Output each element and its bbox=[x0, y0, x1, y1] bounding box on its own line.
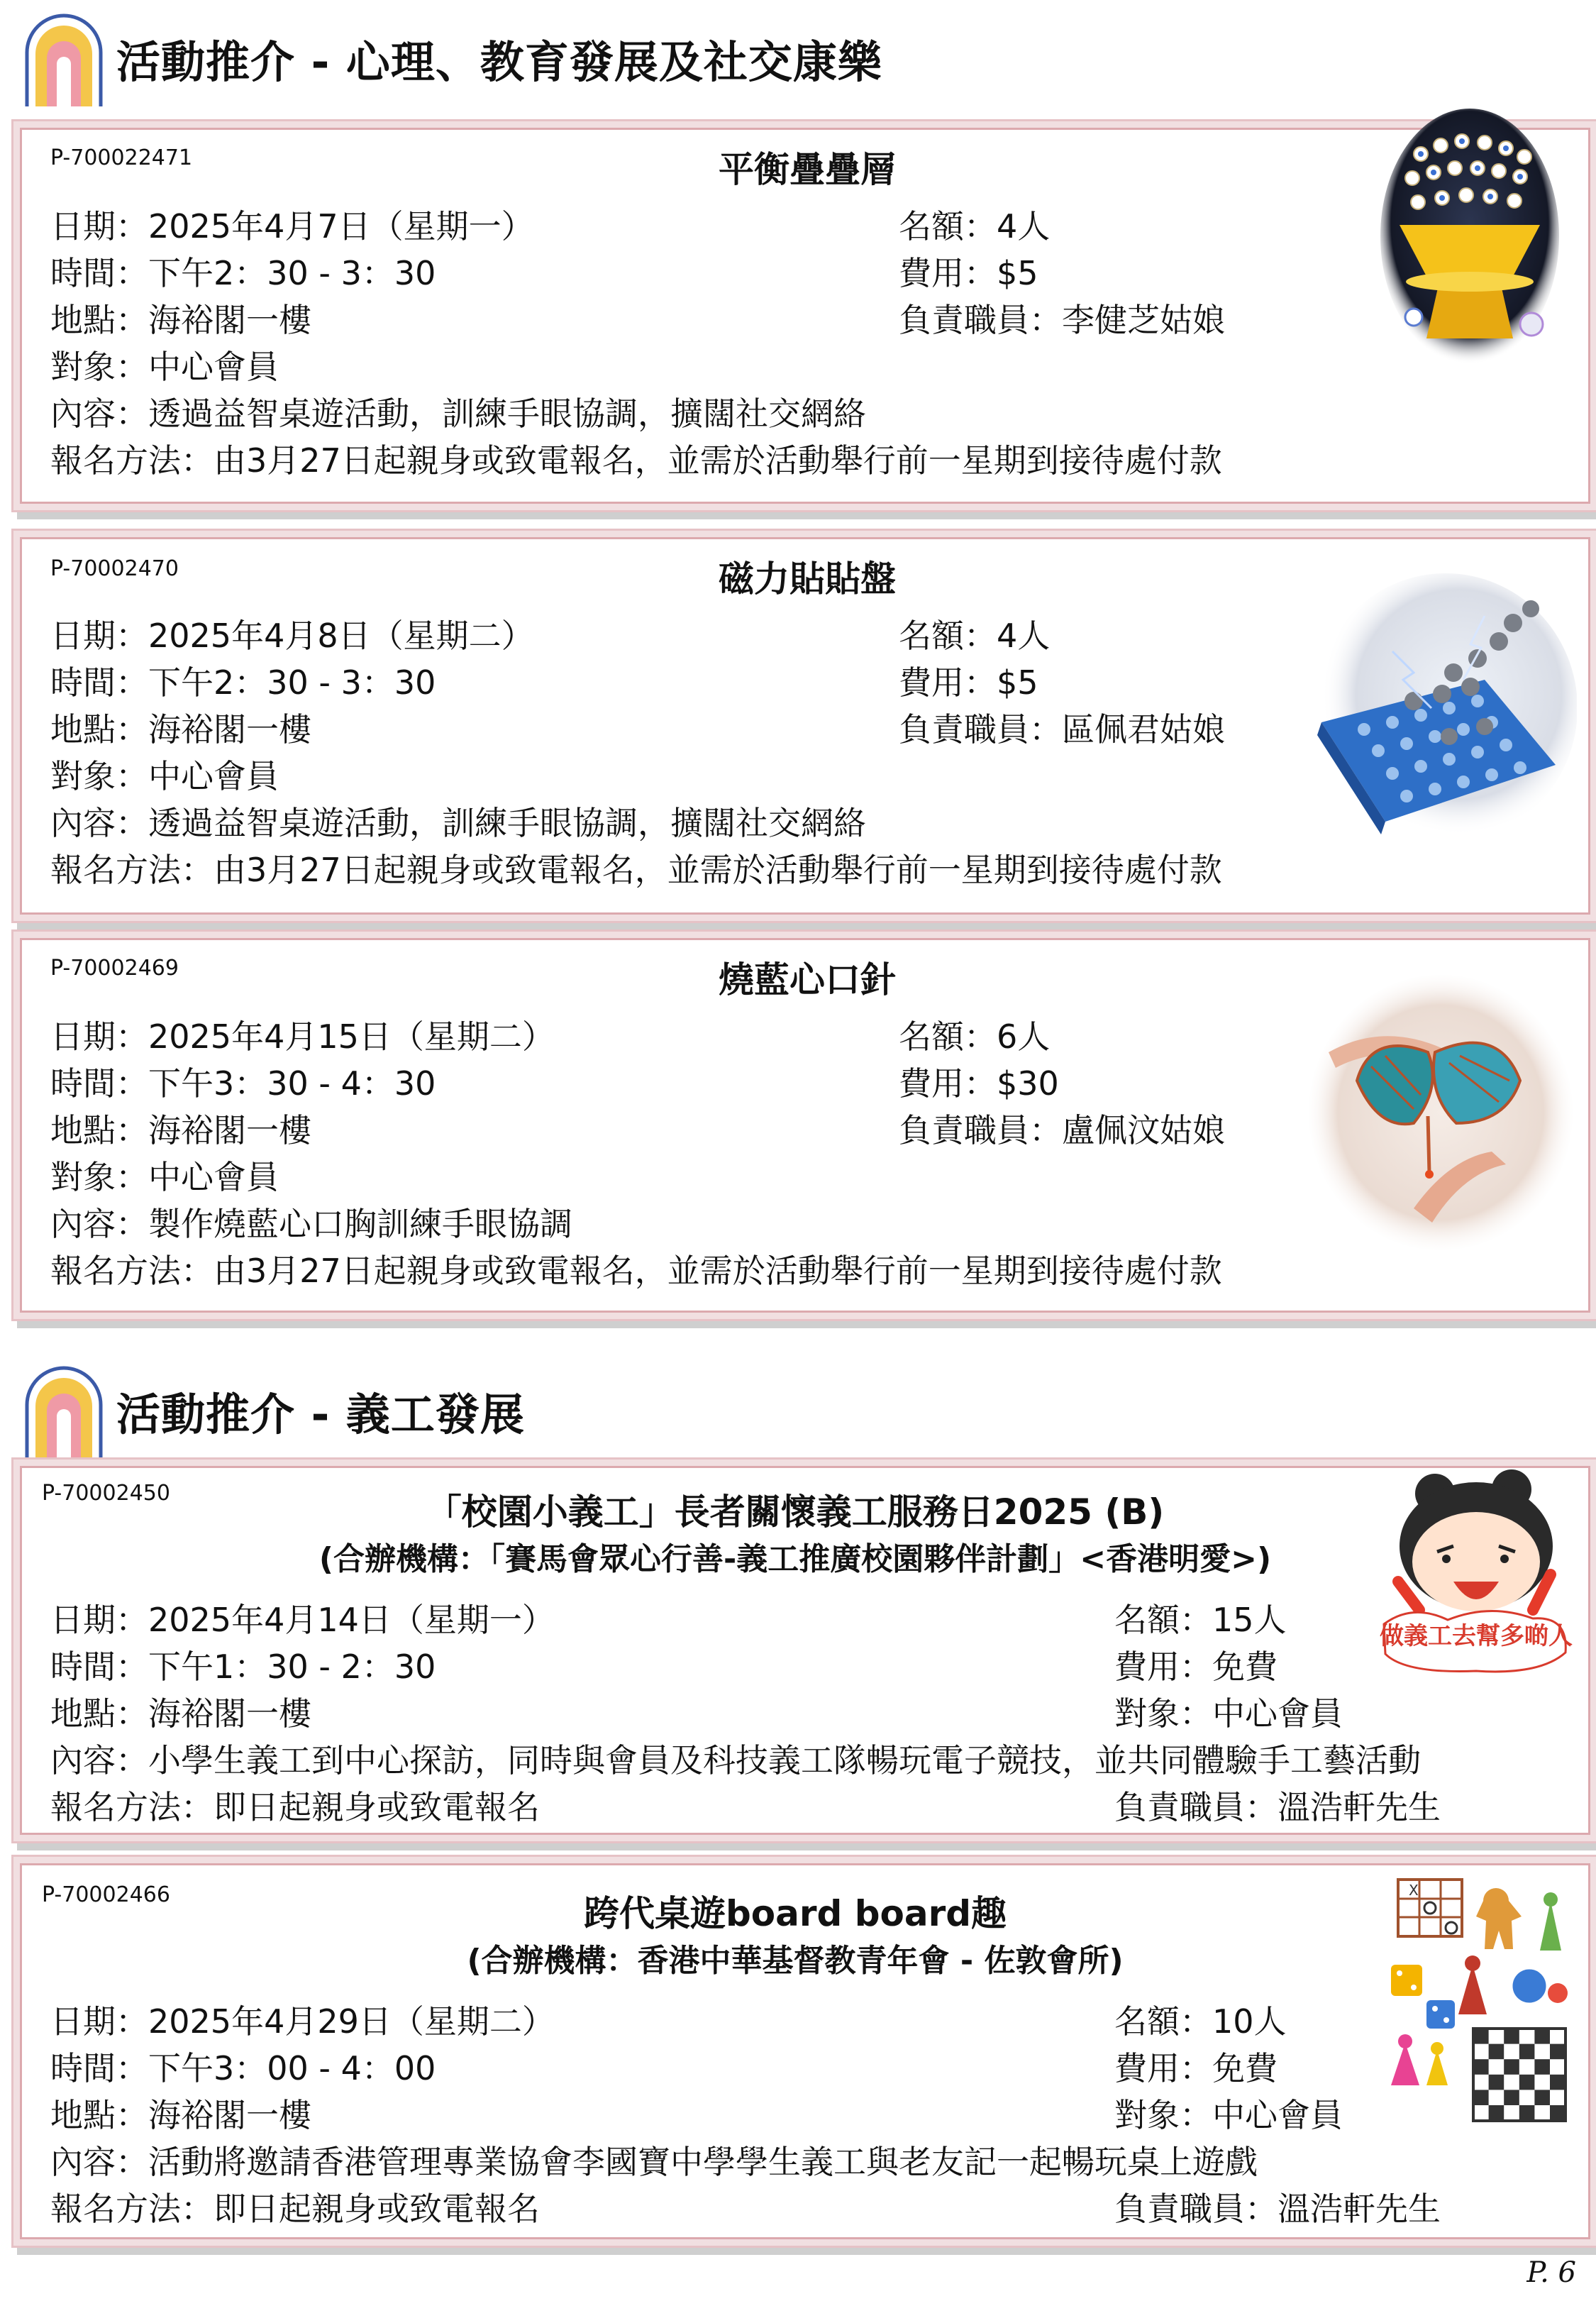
activity-staff: 負責職員：溫浩軒先生 bbox=[1114, 1788, 1441, 1826]
activity-date: 日期：2025年4月15日（星期二） bbox=[50, 1017, 555, 1056]
activity-content: 內容：活動將邀請香港管理專業協會李國寶中學學生義工與老友記一起暢玩桌上遊戲 bbox=[50, 2143, 1258, 2181]
activity-code: P-700022471 bbox=[50, 145, 193, 170]
activity-fee: 費用：$5 bbox=[899, 254, 1038, 292]
activity-target: 對象：中心會員 bbox=[1114, 2096, 1343, 2134]
activity-content: 內容：透過益智桌遊活動，訓練手眼協調，擴闊社交網絡 bbox=[50, 804, 866, 842]
activity-title: 燒藍心口針 bbox=[719, 959, 896, 1000]
activity-quota: 名額：10人 bbox=[1114, 2002, 1287, 2041]
activity-quota: 名額：6人 bbox=[899, 1017, 1051, 1056]
activity-fee: 費用：免費 bbox=[1114, 2049, 1278, 2087]
activity-quota: 名額：15人 bbox=[1114, 1601, 1287, 1639]
activity-target: 對象：中心會員 bbox=[1114, 1694, 1343, 1733]
activity-date: 日期：2025年4月8日（星期二） bbox=[50, 617, 534, 655]
activity-time: 時間：下午3：30 - 4：30 bbox=[50, 1064, 436, 1103]
section-title: 活動推介 - 義工發展 bbox=[116, 1388, 525, 1440]
activity-time: 時間：下午2：30 - 3：30 bbox=[50, 254, 436, 292]
arch-logo-icon bbox=[21, 9, 106, 108]
activity-signup: 報名方法：即日起親身或致電報名 bbox=[50, 2190, 540, 2228]
activity-venue: 地點：海裕閣一樓 bbox=[50, 301, 311, 339]
activity-signup: 報名方法：由3月27日起親身或致電報名，並需於活動舉行前一星期到接待處付款 bbox=[50, 1252, 1222, 1290]
activity-date: 日期：2025年4月29日（星期二） bbox=[50, 2002, 555, 2041]
activity-quota: 名額：4人 bbox=[899, 207, 1051, 246]
sticker-text: 做義工去幫多啲人 bbox=[1380, 1622, 1573, 1650]
activity-target: 對象：中心會員 bbox=[50, 348, 279, 386]
section-header bbox=[21, 9, 882, 108]
activity-card bbox=[20, 128, 1590, 504]
activity-quota: 名額：4人 bbox=[899, 617, 1051, 655]
activity-staff: 負責職員：盧佩汶姑娘 bbox=[899, 1111, 1225, 1149]
activity-staff: 負責職員：區佩君姑娘 bbox=[899, 710, 1225, 749]
activity-staff: 負責職員：溫浩軒先生 bbox=[1114, 2190, 1441, 2228]
activity-cohost: (合辦機構：香港中華基督教青年會 - 佐敦會所) bbox=[467, 1943, 1124, 1979]
activity-card bbox=[20, 938, 1590, 1313]
activity-venue: 地點：海裕閣一樓 bbox=[50, 710, 311, 749]
enamel-brooch-image bbox=[1307, 974, 1574, 1251]
section-title: 活動推介 - 心理、教育發展及社交康樂 bbox=[116, 35, 882, 88]
board-game-pieces-image bbox=[1370, 1872, 1575, 2142]
activity-code: P-70002469 bbox=[50, 956, 179, 981]
activity-content: 內容：透過益智桌遊活動，訓練手眼協調，擴闊社交網絡 bbox=[50, 395, 866, 433]
activity-signup: 報名方法：由3月27日起親身或致電報名，並需於活動舉行前一星期到接待處付款 bbox=[50, 441, 1222, 480]
activity-date: 日期：2025年4月14日（星期一） bbox=[50, 1601, 555, 1639]
activity-code: P-70002450 bbox=[42, 1481, 170, 1506]
section-header bbox=[21, 1361, 525, 1460]
activity-title: 平衡疊疊層 bbox=[719, 149, 896, 190]
activity-content: 內容：製作燒藍心口胸訓練手眼協調 bbox=[50, 1205, 572, 1243]
volunteer-activity-card bbox=[20, 1863, 1590, 2239]
activity-content: 內容：小學生義工到中心探訪，同時與會員及科技義工隊暢玩電子競技，並共同體驗手工藝活動 bbox=[50, 1741, 1421, 1780]
activity-venue: 地點：海裕閣一樓 bbox=[50, 1111, 311, 1149]
activity-target: 對象：中心會員 bbox=[50, 1158, 279, 1196]
activity-fee: 費用：$30 bbox=[899, 1064, 1059, 1103]
activity-card bbox=[20, 537, 1590, 915]
activity-cohost: (合辦機構：「賽馬會眾心行善-義工推廣校園夥伴計劃」<香港明愛>) bbox=[318, 1541, 1272, 1577]
activity-title: 跨代桌遊board board趣 bbox=[583, 1893, 1007, 1934]
activity-signup: 報名方法：由3月27日起親身或致電報名，並需於活動舉行前一星期到接待處付款 bbox=[50, 851, 1222, 889]
activity-target: 對象：中心會員 bbox=[50, 757, 279, 795]
magnetic-board-game-image bbox=[1307, 573, 1577, 843]
volunteer-cartoon-sticker bbox=[1370, 1468, 1575, 1681]
arch-logo-icon bbox=[21, 1361, 106, 1460]
activity-code: P-70002466 bbox=[42, 1882, 170, 1907]
activity-venue: 地點：海裕閣一樓 bbox=[50, 1694, 311, 1733]
activity-venue: 地點：海裕閣一樓 bbox=[50, 2096, 311, 2134]
activity-signup: 報名方法：即日起親身或致電報名 bbox=[50, 1788, 540, 1826]
activity-fee: 費用：$5 bbox=[899, 663, 1038, 702]
activity-code: P-70002470 bbox=[50, 556, 179, 581]
volunteer-activity-card bbox=[20, 1466, 1590, 1835]
activity-title: 「校園小義工」長者關懷義工服務日2025 (B) bbox=[426, 1491, 1165, 1533]
activity-time: 時間：下午1：30 - 2：30 bbox=[50, 1648, 436, 1686]
activity-time: 時間：下午3：00 - 4：00 bbox=[50, 2049, 436, 2087]
activity-date: 日期：2025年4月7日（星期一） bbox=[50, 207, 534, 246]
page-number: P. 6 bbox=[1526, 2256, 1576, 2289]
balance-stacking-game-image bbox=[1378, 104, 1561, 368]
activity-time: 時間：下午2：30 - 3：30 bbox=[50, 663, 436, 702]
svg-text:X: X bbox=[1409, 1882, 1419, 1899]
activity-staff: 負責職員：李健芝姑娘 bbox=[899, 301, 1225, 339]
activity-fee: 費用：免費 bbox=[1114, 1648, 1278, 1686]
activity-title: 磁力貼貼盤 bbox=[719, 558, 896, 600]
